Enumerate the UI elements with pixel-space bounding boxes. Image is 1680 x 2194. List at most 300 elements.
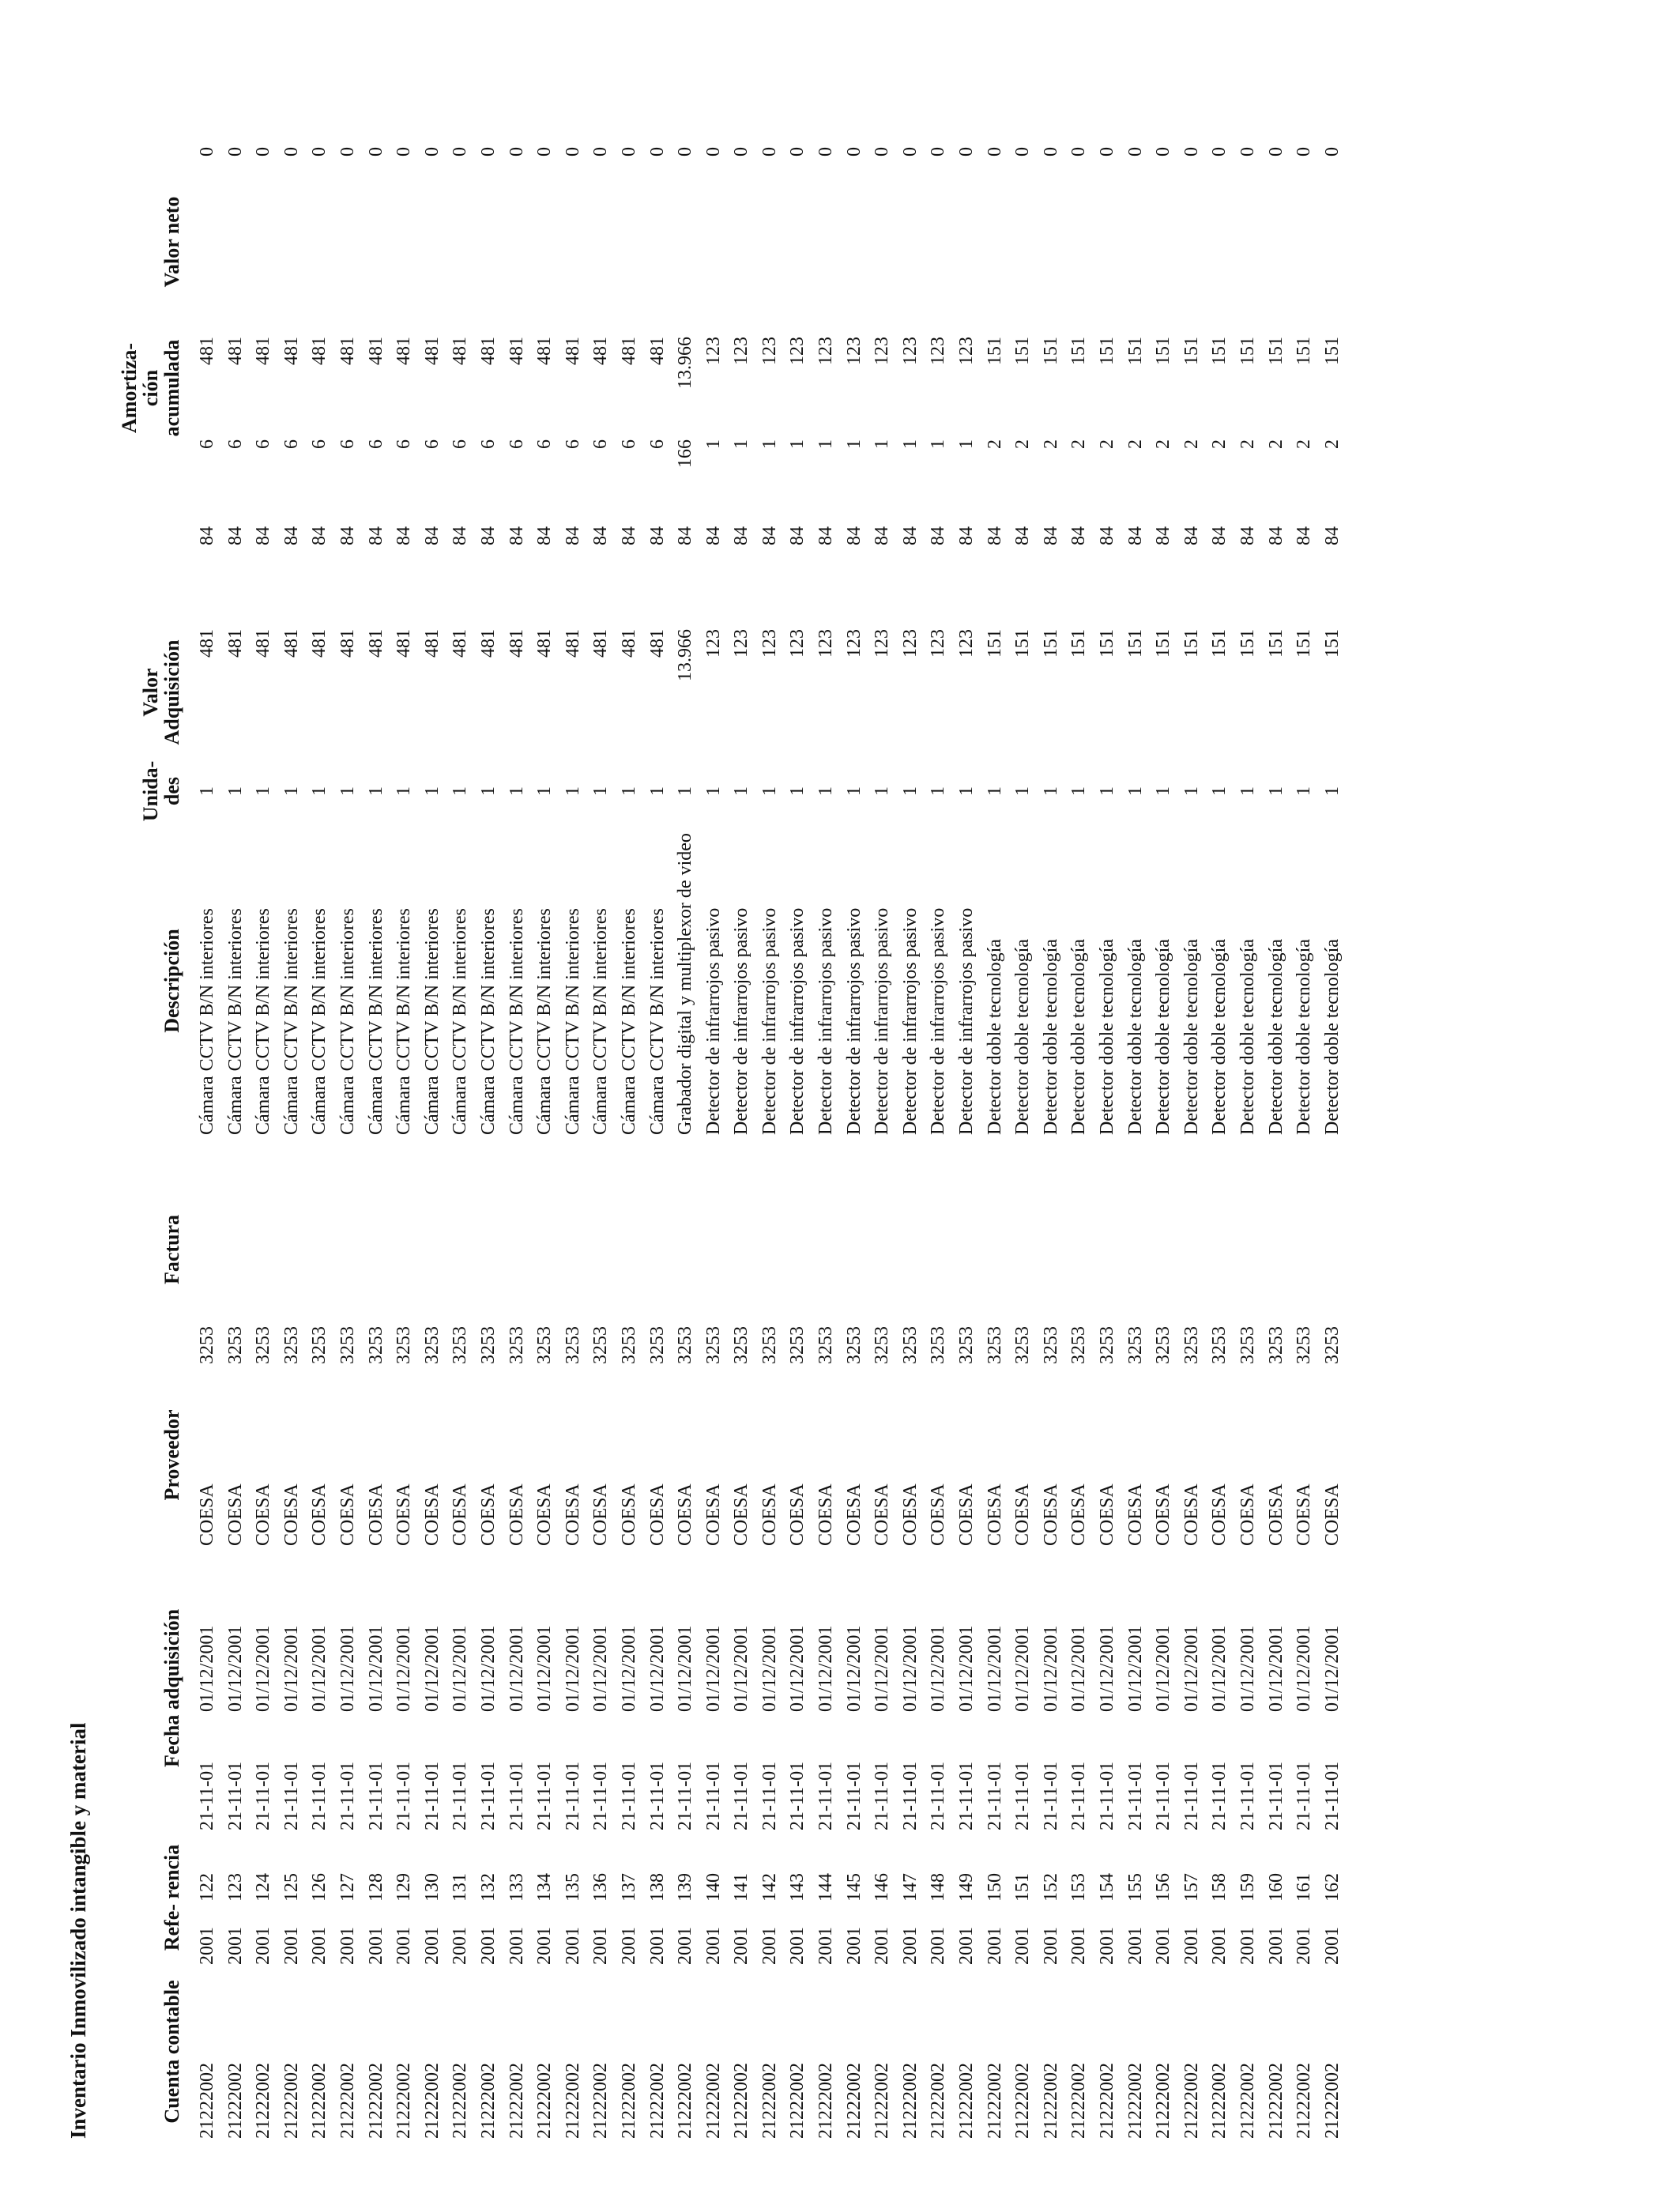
cell-valor-neto: 0 (1321, 147, 1343, 156)
cell-descripcion: Detector doble tecnología (1321, 939, 1343, 1135)
cell-factura: 3253 (1294, 1326, 1315, 1364)
cell-valor-neto: 0 (197, 147, 217, 156)
cell-coeficiente: 84 (984, 526, 1005, 545)
cell-factura: 3253 (646, 1326, 668, 1364)
cell-valor-neto: 0 (590, 147, 612, 156)
cell-anio: 2001 (1209, 1927, 1230, 1965)
cell-valor-adquisicion: 151 (984, 629, 1005, 658)
cell-fecha-registro: 01/12/2001 (1209, 1625, 1230, 1712)
cell-cuenta: 21222002 (562, 2063, 583, 2139)
cell-amortizacion-anual: 6 (421, 439, 443, 449)
cell-amortizacion: 123 (928, 337, 949, 365)
cell-factura: 3253 (703, 1326, 724, 1364)
cell-factura: 3253 (337, 1326, 358, 1364)
cell-coeficiente: 84 (618, 526, 639, 545)
cell-factura: 3253 (1097, 1326, 1117, 1364)
table-row (419, 147, 447, 2139)
table-row (559, 147, 588, 2139)
cell-valor-neto: 0 (394, 147, 415, 156)
cell-fecha-registro: 01/12/2001 (1040, 1625, 1061, 1712)
cell-fecha-registro: 01/12/2001 (787, 1625, 808, 1712)
cell-fecha: 21-11-01 (703, 1761, 724, 1830)
cell-fecha-registro: 01/12/2001 (590, 1625, 612, 1712)
cell-valor-neto: 0 (703, 147, 724, 156)
cell-valor-neto: 0 (1068, 147, 1090, 156)
cell-fecha: 21-11-01 (731, 1761, 752, 1830)
cell-valor-adquisicion: 481 (450, 629, 471, 658)
cell-numero: 148 (928, 1873, 949, 1902)
cell-descripcion: Detector doble tecnología (1040, 939, 1061, 1135)
cell-cuenta: 21222002 (1321, 2063, 1343, 2139)
cell-anio: 2001 (337, 1927, 358, 1965)
cell-valor-adquisicion: 151 (1321, 629, 1343, 658)
cell-numero: 146 (872, 1873, 893, 1902)
cell-valor-neto: 0 (675, 147, 696, 156)
cell-amortizacion: 481 (590, 337, 612, 365)
cell-factura: 3253 (421, 1326, 443, 1364)
table-row (334, 147, 363, 2139)
cell-valor-neto: 0 (646, 147, 668, 156)
cell-amortizacion: 481 (309, 337, 330, 365)
cell-descripcion: Detector doble tecnología (1124, 939, 1146, 1135)
cell-valor-neto: 0 (1040, 147, 1061, 156)
cell-valor-adquisicion: 151 (1097, 629, 1117, 658)
cell-amortizacion-anual: 6 (224, 439, 246, 449)
cell-factura: 3253 (675, 1326, 696, 1364)
cell-amortizacion: 481 (224, 337, 246, 365)
cell-unidades: 1 (956, 786, 977, 796)
cell-fecha: 21-11-01 (450, 1761, 471, 1830)
cell-factura: 3253 (731, 1326, 752, 1364)
cell-descripcion: Detector doble tecnología (1209, 939, 1230, 1135)
cell-fecha: 21-11-01 (365, 1761, 386, 1830)
cell-proveedor: COESA (1265, 1483, 1286, 1546)
cell-amortizacion: 481 (506, 337, 527, 365)
header-proveedor: Proveedor (160, 1409, 183, 1501)
cell-valor-adquisicion: 123 (956, 629, 977, 658)
cell-valor-adquisicion: 151 (1068, 629, 1090, 658)
cell-amortizacion-anual: 2 (1012, 439, 1034, 449)
cell-coeficiente: 84 (1237, 526, 1258, 545)
cell-valor-neto: 0 (477, 147, 499, 156)
cell-valor-adquisicion: 123 (843, 629, 864, 658)
cell-factura: 3253 (843, 1326, 864, 1364)
inventory-table (119, 147, 1347, 2139)
cell-anio: 2001 (1294, 1927, 1315, 1965)
cell-coeficiente: 84 (309, 526, 330, 545)
table-row (475, 147, 503, 2139)
cell-valor-neto: 0 (759, 147, 780, 156)
table-row (756, 147, 785, 2139)
table-row (728, 147, 756, 2139)
cell-amortizacion: 151 (1124, 337, 1146, 365)
cell-cuenta: 21222002 (843, 2063, 864, 2139)
cell-numero: 160 (1265, 1873, 1286, 1902)
cell-fecha: 21-11-01 (1265, 1761, 1286, 1830)
cell-coeficiente: 84 (421, 526, 443, 545)
cell-proveedor: COESA (1153, 1483, 1174, 1546)
cell-valor-adquisicion: 481 (534, 629, 556, 658)
cell-coeficiente: 84 (394, 526, 415, 545)
cell-valor-neto: 0 (365, 147, 386, 156)
cell-fecha-registro: 01/12/2001 (703, 1625, 724, 1712)
cell-fecha-registro: 01/12/2001 (1124, 1625, 1146, 1712)
cell-numero: 142 (759, 1873, 780, 1902)
cell-fecha: 21-11-01 (843, 1761, 864, 1830)
cell-cuenta: 21222002 (337, 2063, 358, 2139)
cell-proveedor: COESA (224, 1483, 246, 1546)
cell-unidades: 1 (928, 786, 949, 796)
cell-fecha-registro: 01/12/2001 (1181, 1625, 1202, 1712)
cell-numero: 149 (956, 1873, 977, 1902)
cell-valor-adquisicion: 481 (477, 629, 499, 658)
cell-factura: 3253 (816, 1326, 837, 1364)
cell-factura: 3253 (1040, 1326, 1061, 1364)
cell-amortizacion-anual: 6 (618, 439, 639, 449)
cell-proveedor: COESA (984, 1483, 1005, 1546)
cell-factura: 3253 (899, 1326, 921, 1364)
cell-descripcion: Cámara CCTV B/N interiores (309, 908, 330, 1135)
header-referencia: Refe- rencia (160, 1844, 183, 1951)
cell-amortizacion: 151 (1012, 337, 1034, 365)
cell-anio: 2001 (899, 1927, 921, 1965)
cell-descripcion: Detector de infrarrojos pasivo (731, 907, 752, 1135)
cell-valor-adquisicion: 151 (1012, 629, 1034, 658)
cell-anio: 2001 (1321, 1927, 1343, 1965)
cell-valor-neto: 0 (956, 147, 977, 156)
cell-anio: 2001 (1265, 1927, 1286, 1965)
cell-numero: 157 (1181, 1873, 1202, 1902)
cell-factura: 3253 (590, 1326, 612, 1364)
cell-anio: 2001 (224, 1927, 246, 1965)
cell-fecha: 21-11-01 (956, 1761, 977, 1830)
cell-fecha: 21-11-01 (224, 1761, 246, 1830)
header-factura: Factura (160, 1214, 183, 1285)
cell-amortizacion-anual: 2 (984, 439, 1005, 449)
cell-cuenta: 21222002 (1237, 2063, 1258, 2139)
cell-factura: 3253 (1153, 1326, 1174, 1364)
cell-factura: 3253 (450, 1326, 471, 1364)
table-row (812, 147, 841, 2139)
cell-unidades: 1 (506, 786, 527, 796)
cell-valor-adquisicion: 151 (1209, 629, 1230, 658)
cell-valor-neto: 0 (843, 147, 864, 156)
cell-amortizacion: 481 (394, 337, 415, 365)
cell-valor-adquisicion: 123 (928, 629, 949, 658)
cell-anio: 2001 (450, 1927, 471, 1965)
cell-valor-adquisicion: 151 (1040, 629, 1061, 658)
cell-anio: 2001 (703, 1927, 724, 1965)
cell-factura: 3253 (281, 1326, 302, 1364)
cell-proveedor: COESA (843, 1483, 864, 1546)
cell-cuenta: 21222002 (731, 2063, 752, 2139)
cell-proveedor: COESA (197, 1483, 217, 1546)
cell-valor-neto: 0 (224, 147, 246, 156)
cell-valor-neto: 0 (618, 147, 639, 156)
cell-amortizacion-anual: 2 (1181, 439, 1202, 449)
cell-numero: 129 (394, 1873, 415, 1902)
cell-valor-adquisicion: 151 (1237, 629, 1258, 658)
cell-numero: 132 (477, 1873, 499, 1902)
cell-numero: 131 (450, 1873, 471, 1902)
cell-unidades: 1 (1265, 786, 1286, 796)
cell-cuenta: 21222002 (787, 2063, 808, 2139)
cell-descripcion: Cámara CCTV B/N interiores (224, 908, 246, 1135)
cell-fecha: 21-11-01 (872, 1761, 893, 1830)
cell-cuenta: 21222002 (703, 2063, 724, 2139)
cell-descripcion: Detector de infrarrojos pasivo (703, 907, 724, 1135)
cell-descripcion: Cámara CCTV B/N interiores (197, 908, 217, 1135)
cell-amortizacion-anual: 2 (1124, 439, 1146, 449)
cell-unidades: 1 (843, 786, 864, 796)
cell-valor-neto: 0 (450, 147, 471, 156)
cell-fecha: 21-11-01 (562, 1761, 583, 1830)
cell-coeficiente: 84 (1209, 526, 1230, 545)
cell-cuenta: 21222002 (1068, 2063, 1090, 2139)
cell-fecha: 21-11-01 (759, 1761, 780, 1830)
cell-numero: 137 (618, 1873, 639, 1902)
table-row (306, 147, 334, 2139)
cell-descripcion: Cámara CCTV B/N interiores (477, 908, 499, 1135)
cell-factura: 3253 (1237, 1326, 1258, 1364)
cell-numero: 153 (1068, 1873, 1090, 1902)
cell-amortizacion-anual: 6 (534, 439, 556, 449)
cell-cuenta: 21222002 (1012, 2063, 1034, 2139)
cell-factura: 3253 (477, 1326, 499, 1364)
cell-cuenta: 21222002 (646, 2063, 668, 2139)
cell-descripcion: Cámara CCTV B/N interiores (534, 908, 556, 1135)
cell-fecha-registro: 01/12/2001 (1068, 1625, 1090, 1712)
cell-cuenta: 21222002 (1294, 2063, 1315, 2139)
cell-unidades: 1 (1097, 786, 1117, 796)
cell-fecha-registro: 01/12/2001 (562, 1625, 583, 1712)
cell-valor-adquisicion: 151 (1153, 629, 1174, 658)
cell-unidades: 1 (1294, 786, 1315, 796)
table-row (1206, 147, 1234, 2139)
cell-amortizacion: 123 (899, 337, 921, 365)
cell-coeficiente: 84 (281, 526, 302, 545)
cell-unidades: 1 (1209, 786, 1230, 796)
cell-valor-neto: 0 (1097, 147, 1117, 156)
cell-amortizacion-anual: 2 (1294, 439, 1315, 449)
cell-factura: 3253 (562, 1326, 583, 1364)
cell-cuenta: 21222002 (1265, 2063, 1286, 2139)
cell-coeficiente: 84 (1124, 526, 1146, 545)
cell-coeficiente: 84 (1040, 526, 1061, 545)
cell-valor-neto: 0 (1153, 147, 1174, 156)
cell-coeficiente: 84 (365, 526, 386, 545)
cell-amortizacion: 481 (365, 337, 386, 365)
cell-amortizacion: 481 (197, 337, 217, 365)
cell-anio: 2001 (394, 1927, 415, 1965)
table-row (784, 147, 812, 2139)
cell-cuenta: 21222002 (224, 2063, 246, 2139)
cell-anio: 2001 (253, 1927, 274, 1965)
cell-valor-adquisicion: 481 (281, 629, 302, 658)
cell-descripcion: Cámara CCTV B/N interiores (394, 908, 415, 1135)
cell-valor-neto: 0 (1181, 147, 1202, 156)
cell-anio: 2001 (562, 1927, 583, 1965)
cell-amortizacion: 481 (534, 337, 556, 365)
cell-amortizacion-anual: 1 (787, 439, 808, 449)
cell-coeficiente: 84 (450, 526, 471, 545)
cell-anio: 2001 (843, 1927, 864, 1965)
cell-fecha-registro: 01/12/2001 (816, 1625, 837, 1712)
cell-descripcion: Detector doble tecnología (1237, 939, 1258, 1135)
cell-amortizacion-anual: 6 (562, 439, 583, 449)
cell-factura: 3253 (506, 1326, 527, 1364)
cell-coeficiente: 84 (477, 526, 499, 545)
cell-anio: 2001 (984, 1927, 1005, 1965)
cell-fecha-registro: 01/12/2001 (534, 1625, 556, 1712)
cell-valor-neto: 0 (1124, 147, 1146, 156)
cell-descripcion: Cámara CCTV B/N interiores (506, 908, 527, 1135)
cell-fecha: 21-11-01 (309, 1761, 330, 1830)
cell-unidades: 1 (899, 786, 921, 796)
cell-fecha: 21-11-01 (1237, 1761, 1258, 1830)
header-blank-1 (119, 526, 194, 629)
cell-fecha-registro: 01/12/2001 (224, 1625, 246, 1712)
cell-numero: 152 (1040, 1873, 1061, 1902)
cell-proveedor: COESA (928, 1483, 949, 1546)
cell-proveedor: COESA (1209, 1483, 1230, 1546)
cell-proveedor: COESA (506, 1483, 527, 1546)
cell-coeficiente: 84 (506, 526, 527, 545)
cell-amortizacion: 123 (872, 337, 893, 365)
cell-cuenta: 21222002 (956, 2063, 977, 2139)
cell-valor-neto: 0 (984, 147, 1005, 156)
cell-coeficiente: 84 (928, 526, 949, 545)
cell-fecha: 21-11-01 (506, 1761, 527, 1830)
cell-anio: 2001 (1124, 1927, 1146, 1965)
cell-amortizacion: 123 (843, 337, 864, 365)
cell-amortizacion-anual: 6 (365, 439, 386, 449)
cell-fecha: 21-11-01 (1068, 1761, 1090, 1830)
cell-valor-adquisicion: 481 (618, 629, 639, 658)
cell-numero: 138 (646, 1873, 668, 1902)
cell-valor-adquisicion: 151 (1181, 629, 1202, 658)
cell-anio: 2001 (590, 1927, 612, 1965)
cell-amortizacion-anual: 1 (731, 439, 752, 449)
cell-fecha-registro: 01/12/2001 (928, 1625, 949, 1712)
cell-descripcion: Detector doble tecnología (1097, 939, 1117, 1135)
cell-numero: 128 (365, 1873, 386, 1902)
cell-factura: 3253 (197, 1326, 217, 1364)
cell-proveedor: COESA (731, 1483, 752, 1546)
cell-proveedor: COESA (1012, 1483, 1034, 1546)
cell-coeficiente: 84 (1068, 526, 1090, 545)
cell-unidades: 1 (1153, 786, 1174, 796)
cell-fecha-registro: 01/12/2001 (872, 1625, 893, 1712)
cell-amortizacion: 151 (1321, 337, 1343, 365)
cell-numero: 135 (562, 1873, 583, 1902)
cell-amortizacion-anual: 6 (506, 439, 527, 449)
cell-unidades: 1 (309, 786, 330, 796)
cell-valor-adquisicion: 13.966 (675, 629, 696, 681)
cell-numero: 144 (816, 1873, 837, 1902)
cell-amortizacion: 13.966 (675, 337, 696, 389)
cell-valor-adquisicion: 151 (1124, 629, 1146, 658)
cell-amortizacion-anual: 1 (928, 439, 949, 449)
table-row (1290, 147, 1319, 2139)
cell-anio: 2001 (1237, 1927, 1258, 1965)
cell-cuenta: 21222002 (899, 2063, 921, 2139)
cell-unidades: 1 (1124, 786, 1146, 796)
cell-fecha: 21-11-01 (787, 1761, 808, 1830)
cell-valor-neto: 0 (253, 147, 274, 156)
cell-fecha-registro: 01/12/2001 (984, 1625, 1005, 1712)
cell-fecha: 21-11-01 (618, 1761, 639, 1830)
cell-coeficiente: 84 (872, 526, 893, 545)
cell-proveedor: COESA (253, 1483, 274, 1546)
cell-cuenta: 21222002 (450, 2063, 471, 2139)
cell-cuenta: 21222002 (816, 2063, 837, 2139)
cell-unidades: 1 (337, 786, 358, 796)
cell-amortizacion: 151 (1209, 337, 1230, 365)
cell-unidades: 1 (197, 786, 217, 796)
table-row (841, 147, 869, 2139)
cell-anio: 2001 (421, 1927, 443, 1965)
cell-numero: 158 (1209, 1873, 1230, 1902)
table-row (897, 147, 925, 2139)
cell-amortizacion: 151 (1181, 337, 1202, 365)
cell-amortizacion-anual: 6 (337, 439, 358, 449)
cell-valor-neto: 0 (562, 147, 583, 156)
cell-fecha: 21-11-01 (421, 1761, 443, 1830)
cell-valor-adquisicion: 123 (759, 629, 780, 658)
cell-numero: 139 (675, 1873, 696, 1902)
cell-valor-neto: 0 (899, 147, 921, 156)
cell-proveedor: COESA (872, 1483, 893, 1546)
cell-fecha: 21-11-01 (394, 1761, 415, 1830)
cell-descripcion: Detector doble tecnología (1012, 939, 1034, 1135)
cell-fecha-registro: 01/12/2001 (843, 1625, 864, 1712)
cell-fecha: 21-11-01 (1209, 1761, 1230, 1830)
table-row (672, 147, 700, 2139)
cell-descripcion: Detector de infrarrojos pasivo (816, 907, 837, 1135)
cell-valor-adquisicion: 481 (394, 629, 415, 658)
cell-factura: 3253 (1209, 1326, 1230, 1364)
cell-numero: 154 (1097, 1873, 1117, 1902)
cell-amortizacion: 151 (1237, 337, 1258, 365)
cell-fecha: 21-11-01 (1153, 1761, 1174, 1830)
cell-valor-neto: 0 (928, 147, 949, 156)
cell-fecha-registro: 01/12/2001 (477, 1625, 499, 1712)
cell-fecha: 21-11-01 (590, 1761, 612, 1830)
table-row (925, 147, 953, 2139)
table-row (1122, 147, 1151, 2139)
cell-coeficiente: 84 (1097, 526, 1117, 545)
cell-coeficiente: 84 (1321, 526, 1343, 545)
cell-descripcion: Cámara CCTV B/N interiores (618, 908, 639, 1135)
cell-unidades: 1 (816, 786, 837, 796)
cell-unidades: 1 (759, 786, 780, 796)
cell-fecha: 21-11-01 (816, 1761, 837, 1830)
cell-valor-adquisicion: 481 (309, 629, 330, 658)
cell-descripcion: Cámara CCTV B/N interiores (646, 908, 668, 1135)
cell-valor-neto: 0 (337, 147, 358, 156)
cell-numero: 130 (421, 1873, 443, 1902)
cell-amortizacion: 151 (1153, 337, 1174, 365)
cell-proveedor: COESA (281, 1483, 302, 1546)
cell-unidades: 1 (421, 786, 443, 796)
cell-fecha-registro: 01/12/2001 (731, 1625, 752, 1712)
cell-proveedor: COESA (590, 1483, 612, 1546)
cell-amortizacion: 123 (703, 337, 724, 365)
cell-valor-neto: 0 (506, 147, 527, 156)
cell-factura: 3253 (224, 1326, 246, 1364)
cell-coeficiente: 84 (703, 526, 724, 545)
